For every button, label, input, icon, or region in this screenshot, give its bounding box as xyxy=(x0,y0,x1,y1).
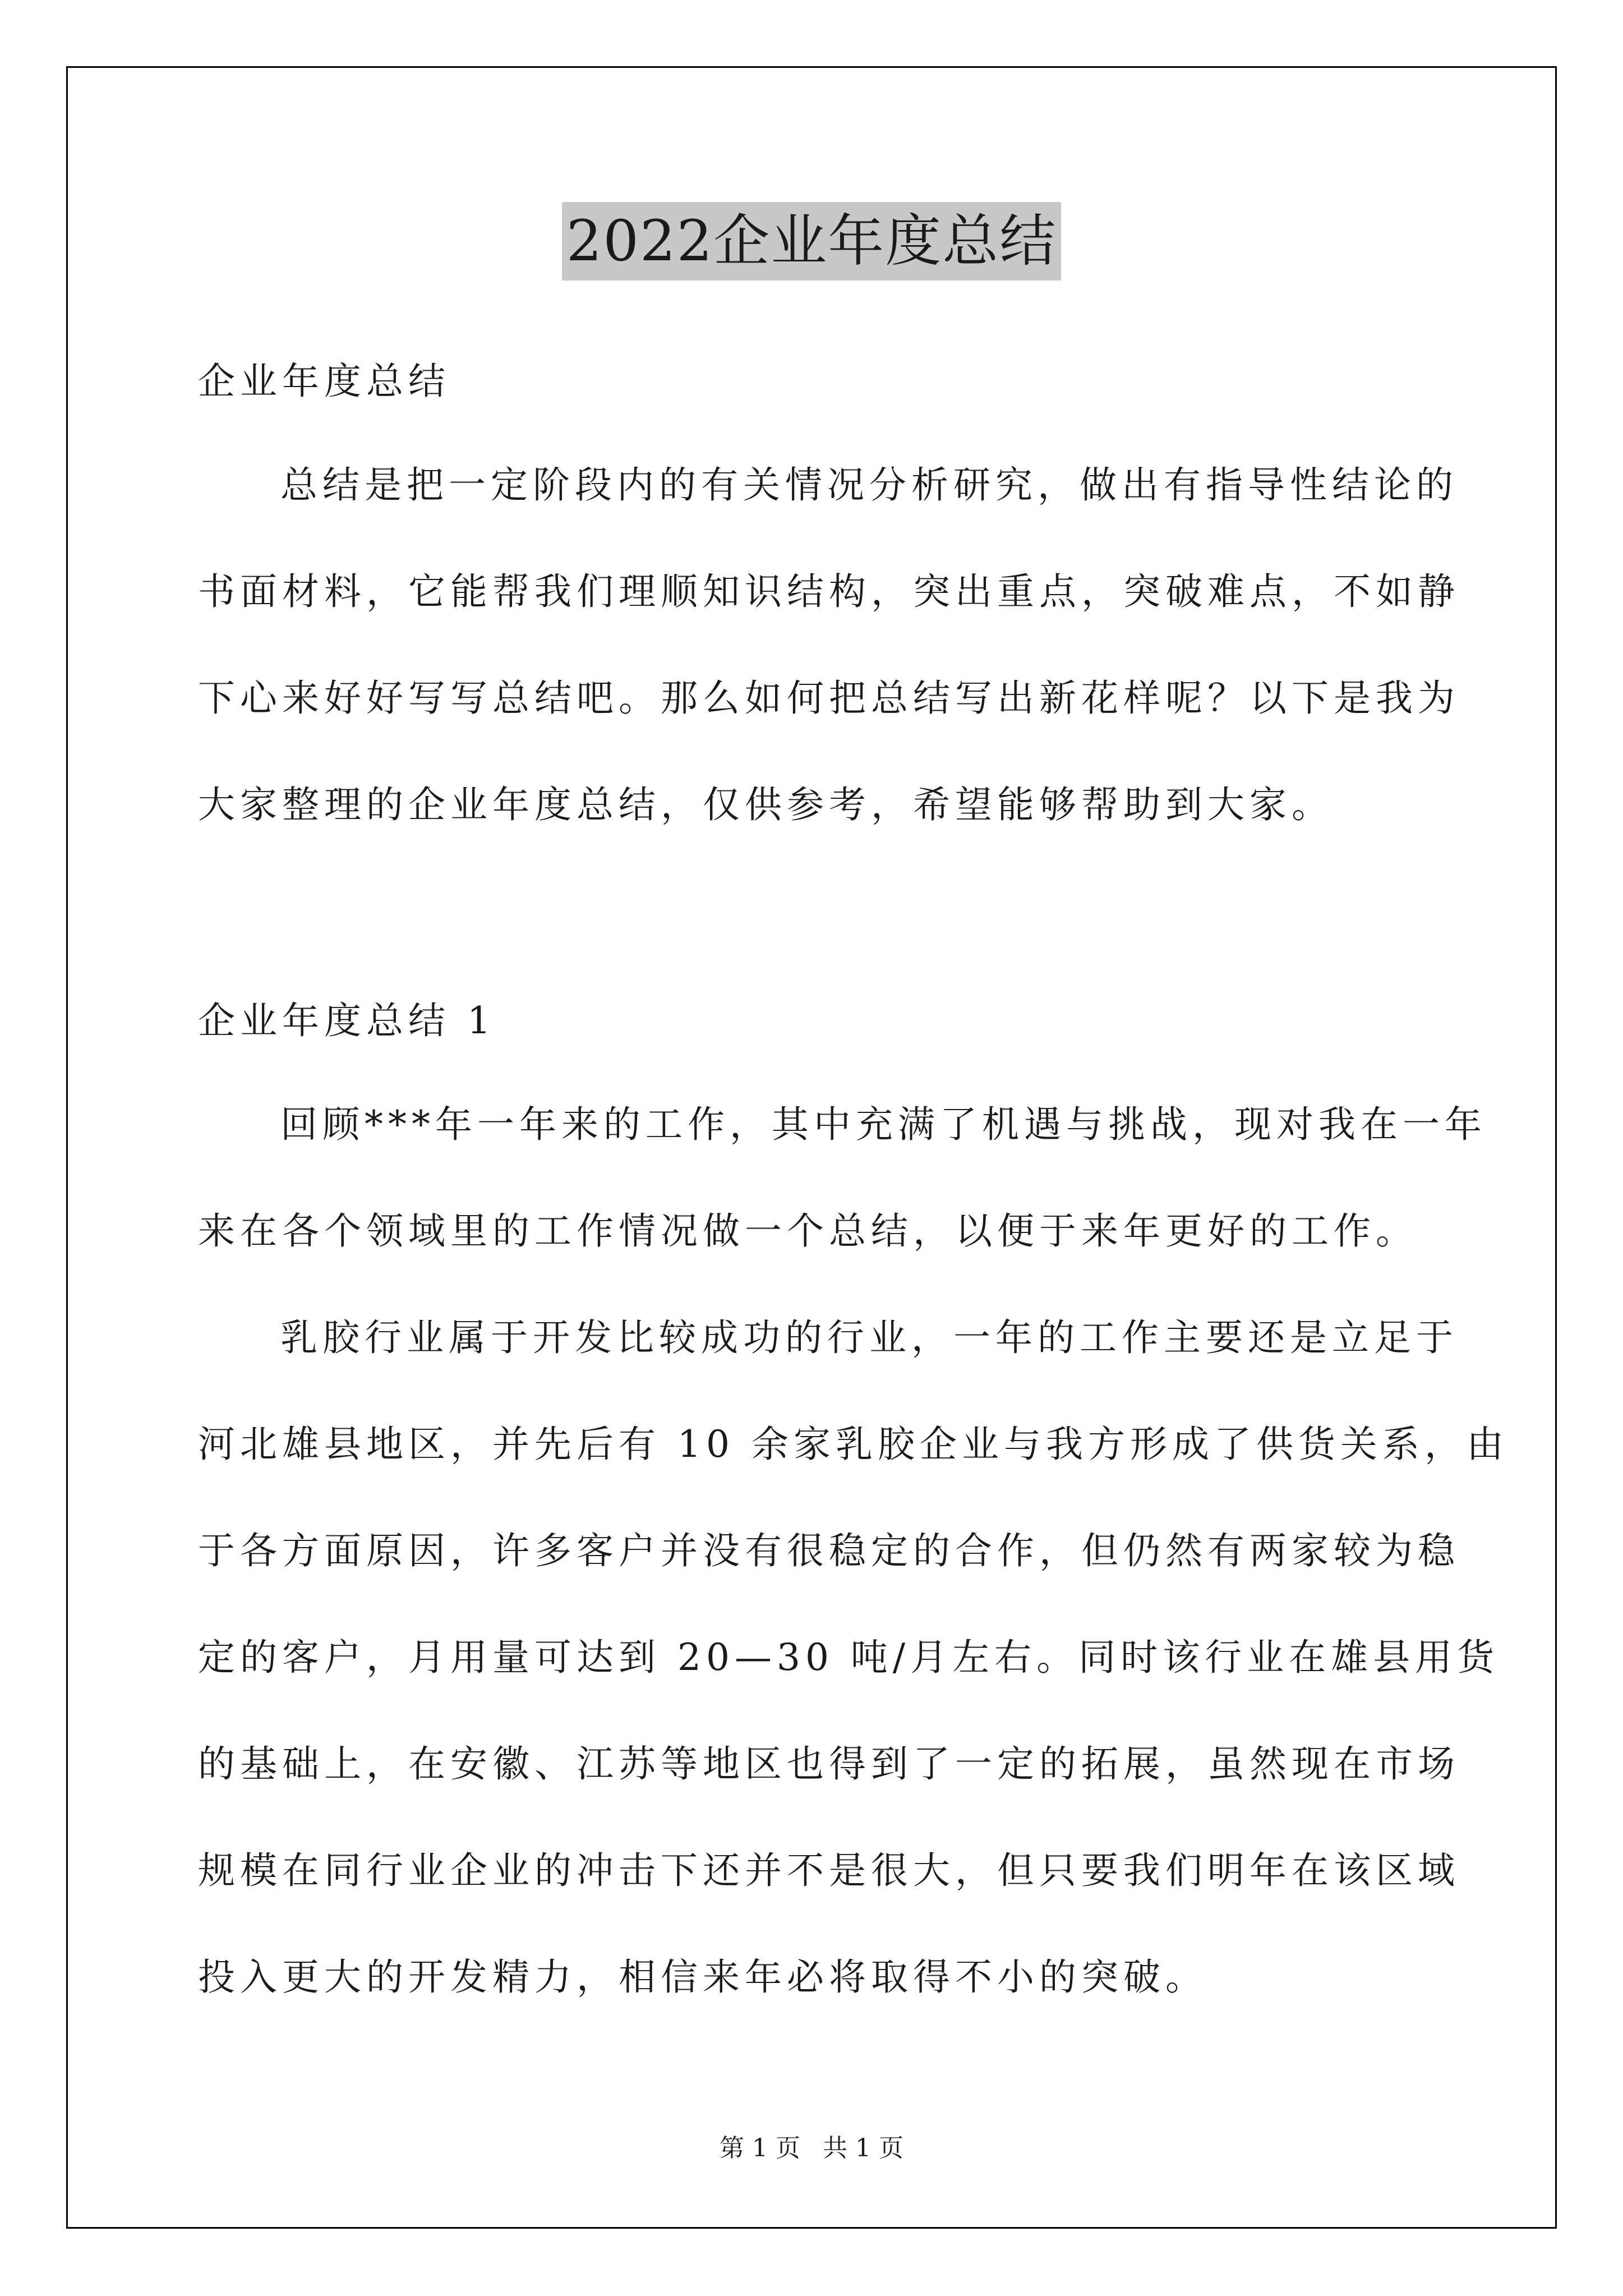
paragraph-line: 投入更大的开发精力，相信来年必将取得不小的突破。 xyxy=(198,1955,1207,1999)
page-number: 第 1 页 xyxy=(720,2134,800,2162)
paragraph-line: 回顾***年一年来的工作，其中充满了机遇与挑战，现对我在一年 xyxy=(280,1103,1487,1146)
paragraph-line: 的基础上，在安徽、江苏等地区也得到了一定的拓展，虽然现在市场 xyxy=(198,1742,1460,1786)
paragraph-line: 乳胶行业属于开发比较成功的行业，一年的工作主要还是立足于 xyxy=(280,1316,1458,1359)
page-footer xyxy=(0,2132,1623,2165)
intro-line: 书面材料，它能帮我们理顺知识结构，突出重点，突破难点，不如静 xyxy=(198,570,1460,613)
intro-line: 大家整理的企业年度总结，仅供参考，希望能够帮助到大家。 xyxy=(198,783,1334,826)
section-heading: 企业年度总结 1 xyxy=(198,999,496,1042)
document-title: 2022企业年度总结 xyxy=(562,202,1062,280)
paragraph-line: 河北雄县地区，并先后有 10 余家乳胶企业与我方形成了供货关系，由 xyxy=(198,1423,1509,1466)
page-total: 共 1 页 xyxy=(823,2134,903,2162)
paragraph-line: 来在各个领域里的工作情况做一个总结，以便于来年更好的工作。 xyxy=(198,1209,1418,1253)
title-container xyxy=(0,202,1623,280)
intro-line: 总结是把一定阶段内的有关情况分析研究，做出有指导性结论的 xyxy=(280,463,1458,507)
subtitle: 企业年度总结 xyxy=(198,360,450,403)
paragraph-line: 规模在同行业企业的冲击下还并不是很大，但只要我们明年在该区域 xyxy=(198,1849,1460,1892)
paragraph-line: 定的客户，月用量可达到 20—30 吨/月左右。同时该行业在雄县用货 xyxy=(198,1636,1500,1679)
intro-line: 下心来好好写写总结吧。那么如何把总结写出新花样呢？以下是我为 xyxy=(198,677,1460,720)
paragraph-line: 于各方面原因，许多客户并没有很稳定的合作，但仍然有两家较为稳 xyxy=(198,1529,1460,1572)
